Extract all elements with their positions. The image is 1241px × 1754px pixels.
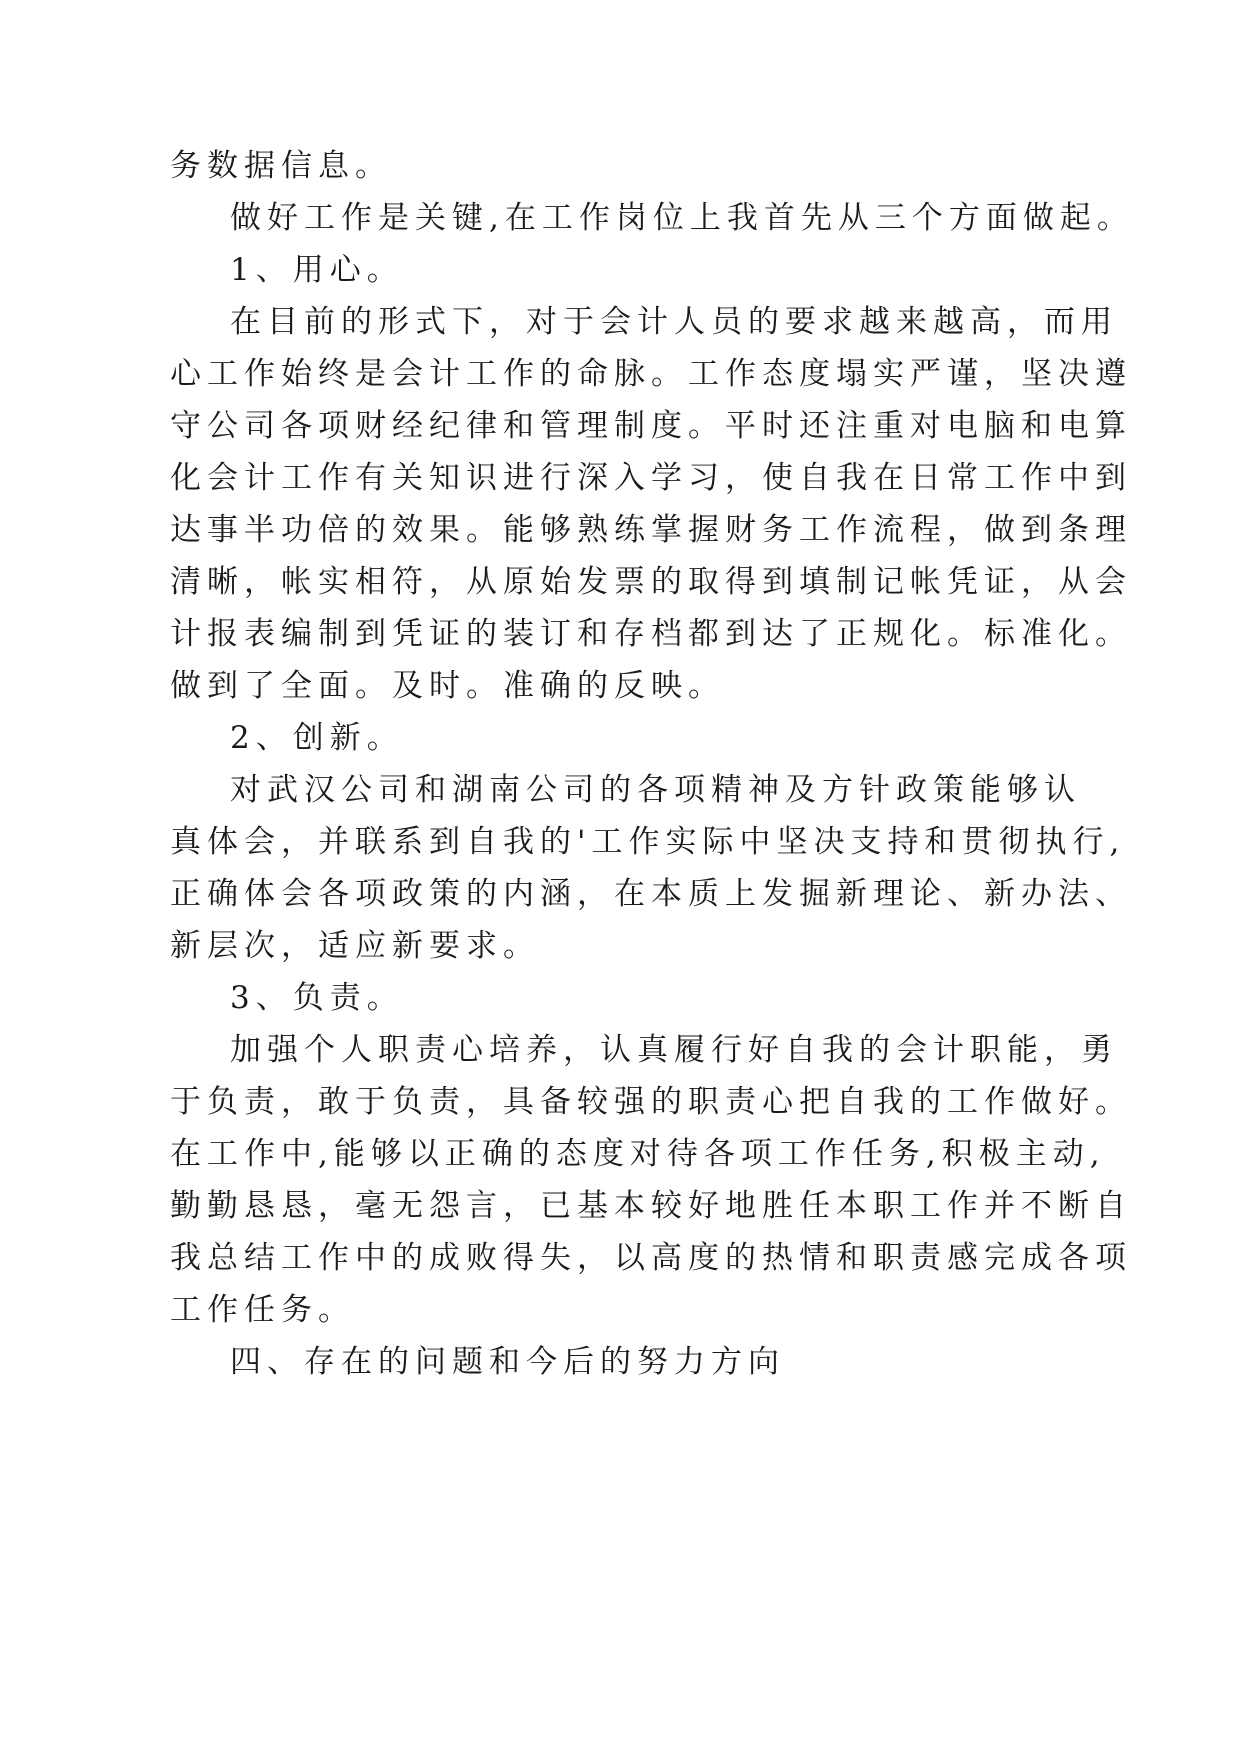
text-line: 守公司各项财经纪律和管理制度。平时还注重对电脑和电算 — [170, 408, 1132, 444]
text-line: 勤勤恳恳，毫无怨言，已基本较好地胜任本职工作并不断自 — [170, 1188, 1132, 1224]
text-line: 工作任务。 — [170, 1292, 355, 1328]
text-line: 清晰，帐实相符，从原始发票的取得到填制记帐凭证，从会 — [170, 564, 1132, 600]
text-line: 四、存在的问题和今后的努力方向 — [230, 1344, 785, 1380]
text-line: 达事半功倍的效果。能够熟练掌握财务工作流程，做到条理 — [170, 512, 1132, 548]
text-line: 计报表编制到凭证的装订和存档都到达了正规化。标准化。 — [170, 616, 1132, 652]
text-line: 在工作中,能够以正确的态度对待各项工作任务,积极主动, — [170, 1136, 1106, 1172]
text-line: 对武汉公司和湖南公司的各项精神及方针政策能够认 — [230, 772, 1081, 808]
text-line: 新层次，适应新要求。 — [170, 928, 540, 964]
text-line: 3、负责。 — [230, 980, 404, 1016]
text-line: 2、创新。 — [230, 720, 404, 756]
text-line: 化会计工作有关知识进行深入学习，使自我在日常工作中到 — [170, 460, 1132, 496]
text-line: 做到了全面。及时。准确的反映。 — [170, 668, 725, 704]
text-line: 于负责，敢于负责，具备较强的职责心把自我的工作做好。 — [170, 1084, 1132, 1120]
text-line: 心工作始终是会计工作的命脉。工作态度塌实严谨，坚决遵 — [170, 356, 1132, 392]
text-line: 做好工作是关键,在工作岗位上我首先从三个方面做起。 — [230, 200, 1134, 236]
text-line: 1、用心。 — [230, 252, 404, 288]
text-line: 我总结工作中的成败得失，以高度的热情和职责感完成各项 — [170, 1240, 1132, 1276]
text-line: 务数据信息。 — [170, 148, 392, 184]
text-line: 正确体会各项政策的内涵，在本质上发掘新理论、新办法、 — [170, 876, 1132, 912]
text-line: 加强个人职责心培养，认真履行好自我的会计职能，勇 — [230, 1032, 1118, 1068]
text-line: 在目前的形式下，对于会计人员的要求越来越高，而用 — [230, 304, 1118, 340]
text-line: 真体会，并联系到自我的'工作实际中坚决支持和贯彻执行, — [170, 824, 1126, 860]
